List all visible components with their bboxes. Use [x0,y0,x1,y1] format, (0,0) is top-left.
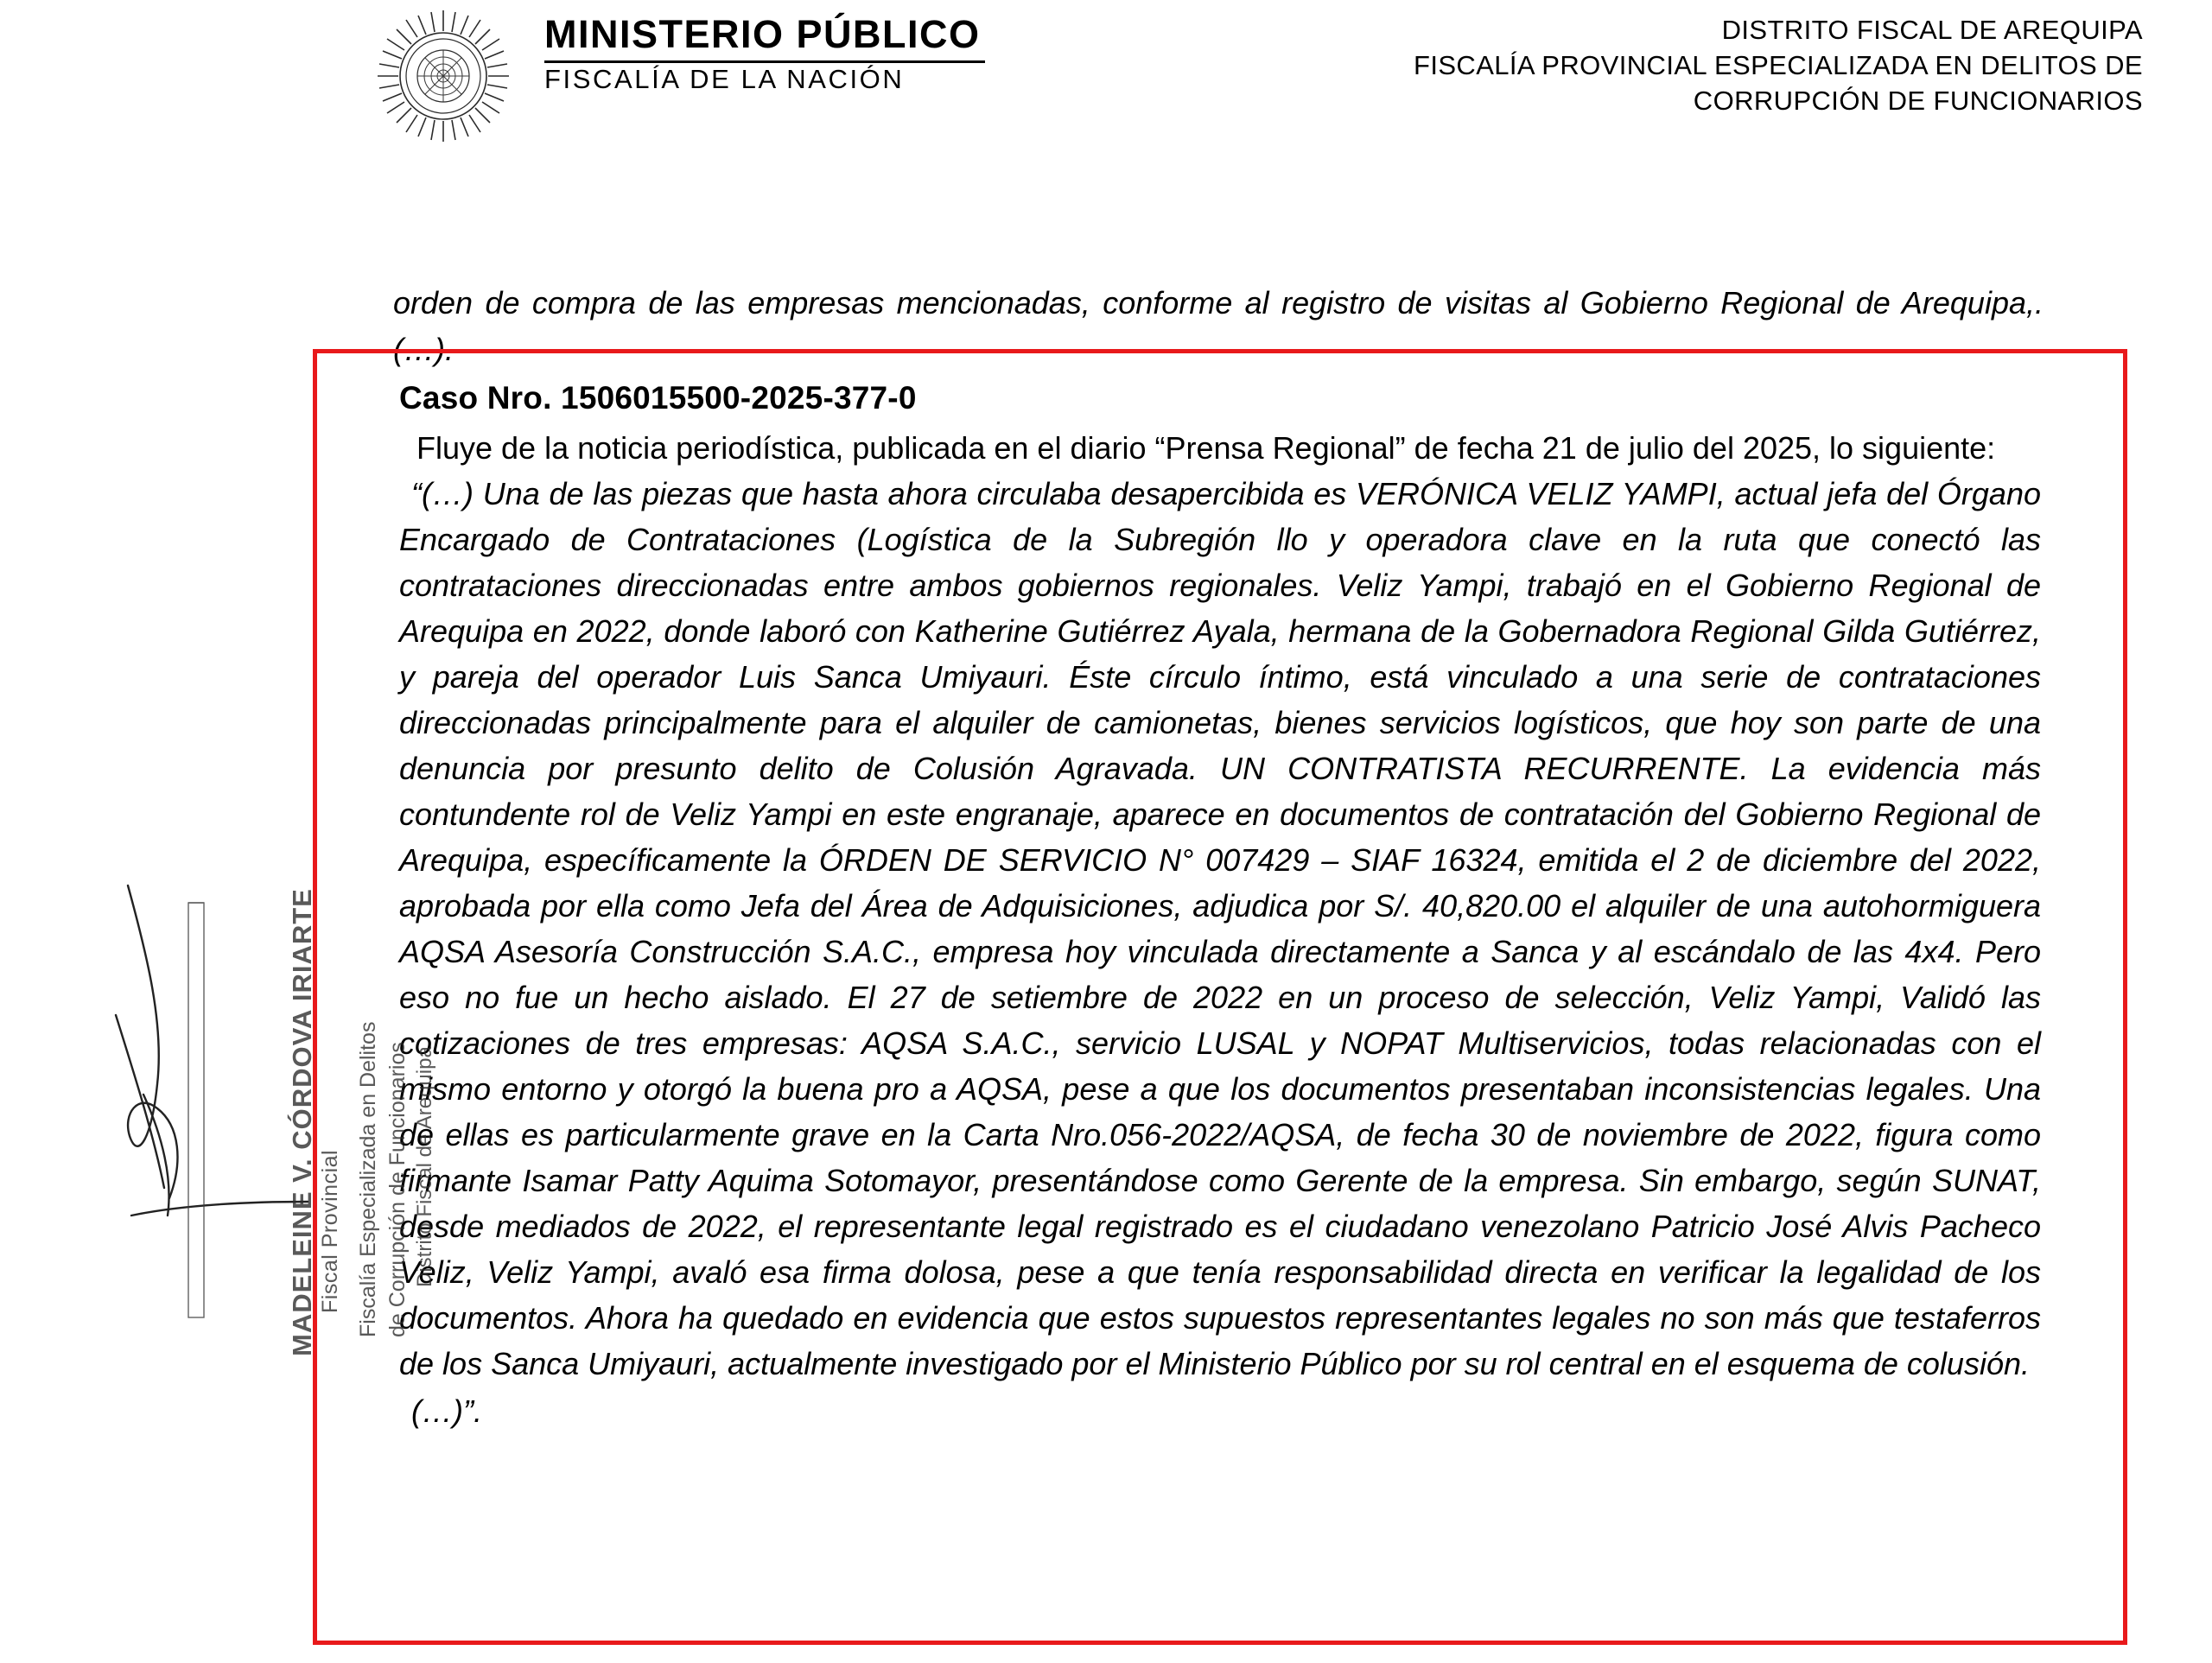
document-header [0,0,2212,164]
district-line-2: FISCALÍA PROVINCIAL ESPECIALIZADA EN DELITOS DE [1413,50,2143,80]
stamp-office-line-3: Distrito Fiscal de Arequipa [413,1046,436,1287]
district-line-3: CORRUPCIÓN DE FUNCIONARIOS [1693,86,2143,116]
case-box-content [399,376,2041,1434]
institution-name-primary: MINISTERIO PÚBLICO [544,12,981,56]
intro-paragraph: orden de compra de las empresas mencionadas, conforme al registro de visitas al Gobierno Regional de Arequipa,. (…). [393,285,2044,367]
stamp-office-line-1: Fiscalía Especializada en Delitos [356,1021,380,1337]
institution-title-block [544,12,994,96]
stamp-officer-name: MADELEINE V. CÓRDOVA IRIARTE [287,888,317,1356]
quote-closing-marker: (…)”. [411,1393,482,1429]
peru-national-emblem-seal-icon [361,5,525,152]
district-line-1: DISTRITO FISCAL DE AREQUIPA [1721,15,2143,45]
institution-name-secondary: FISCALÍA DE LA NACIÓN [544,64,905,94]
district-office-block [1192,12,2143,118]
case-number-title: Caso Nro. 1506015500-2025-377-0 [399,380,917,416]
case-highlight-box [313,349,2127,1645]
news-quote-paragraph: “(…) Una de las piezas que hasta ahora circulaba desapercibida es VERÓNICA VELIZ YAMPI, actual jefa del Órgano Encargado de Contrataciones (Logística de la Subregión llo y operadora clave en la ruta que conectó las contrataciones direccionadas entre ambos gobiernos regionales. Veliz Yampi, trabajó en el Gobierno Regional de Arequipa en 2022, donde laboró con Katherine Gutiérrez Ayala, hermana de la Gobernadora Regional Gilda Gutiérrez, y pareja del operador Luis Sanca Umiyauri. Éste círculo íntimo, está vinculado a una serie de contrataciones direccionadas principalmente para el alquiler de camionetas, bienes servicios logísticos, que hoy son parte de una denuncia por presunto delito de Colusión Agravada. UN CONTRATISTA RECURRENTE. La evidencia más contundente rol de Veliz Yampi en este engranaje, aparece en documentos de contratación del Gobierno Regional de Arequipa, específicamente la ÓRDEN DE SERVICIO N° 007429 – SIAF 16324, emitida el 2 de diciembre del 2022, aprobada por ella como Jefa del Área de Adquisiciones, adjudica por S/. 40,820.00 el alquiler de una autohormiguera AQSA Asesoría Construcción S.A.C., empresa hoy vinculada directamente a Sanca y al escándalo de las 4x4. Pero eso no fue un hecho aislado. El 27 de setiembre de 2022 en un proceso de selección, Veliz Yampi, Validó las cotizaciones de tres empresas: AQSA S.A.C., servicio LUSAL y NOPAT Multiservicios, todas relacionadas con el mismo entorno y otorgó la buena pro a AQSA, pese a que los documentos presentaban inconsistencias legales. Una de ellas es particularmente grave en la Carta Nro.056-2022/AQSA, de fecha 30 de noviembre de 2022, figura como firmante Isamar Patty Aquima Sotomayor, presentándose como Gerente de la empresa. Sin embargo, según SUNAT, desde mediados de 2022, el representante legal registrado es el ciudadano venezolano Patricio José Alvis Pacheco Veliz, Veliz Yampi, avaló esa firma dolosa, pese a que tenía responsabilidad directa en verificar la legalidad de los documentos. Ahora ha quedado en evidencia que estos supuestos representantes legales no son más que testaferros de los Sanca Umiyauri, actualmente investigado por el Ministerio Público por su rol central en el esquema de colusión. [399,476,2041,1381]
stamp-office-line-2: de Corrupción de Funcionarios [385,1042,410,1337]
news-source-paragraph: Fluye de la noticia periodística, publicada en el diario “Prensa Regional” de fecha 21 de julio del 2025, lo siguiente: [416,430,1996,466]
stamp-officer-role: Fiscal Provincial [318,1149,342,1313]
